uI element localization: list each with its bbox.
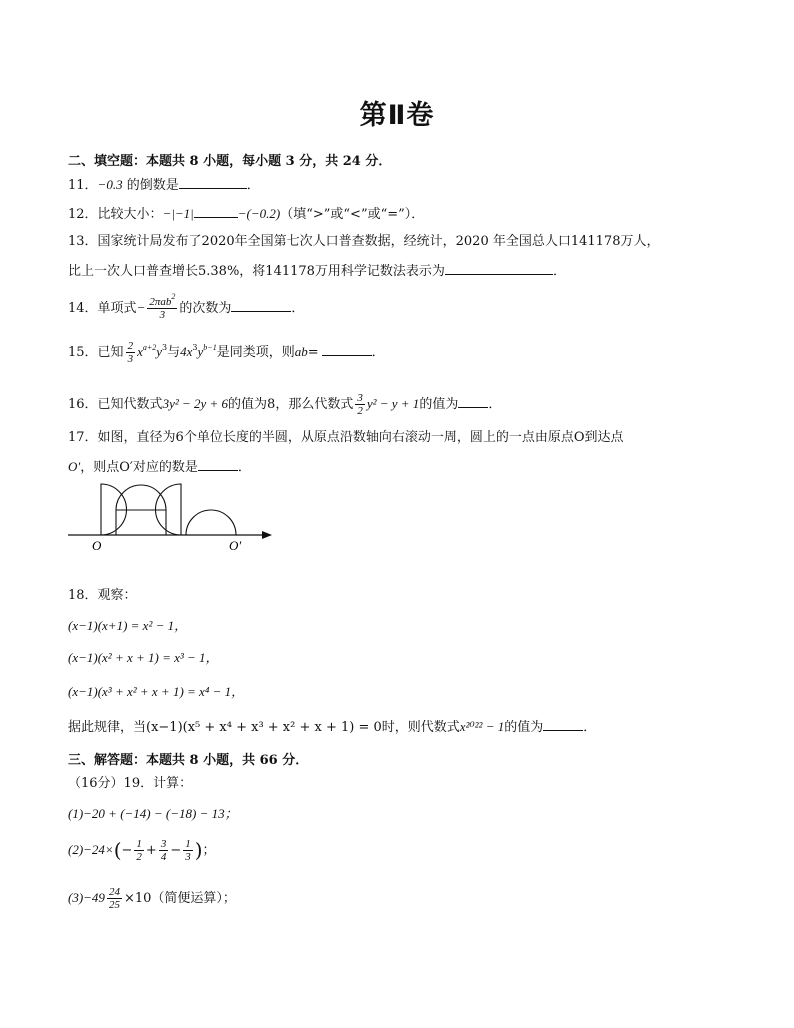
section-3-header: 三、解答题：本题共 8 小题，共 66 分． [68,753,309,768]
q15-exp1: a+2 [142,343,157,352]
q11-lead: −0.3 [97,177,123,192]
q18-answer-blank[interactable] [543,718,583,731]
q13-number: 13． [68,234,98,249]
q15-term4: y [197,344,204,359]
section-2-header: 二、填空题：本题共 8 小题，每小题 3 分，共 24 分． [68,154,392,169]
q14-fraction [147,292,177,321]
q16-number: 16． [68,397,98,412]
q19-f1-num: 1 [136,838,142,850]
page-title: 第Ⅱ卷 [359,100,435,131]
q18-text: 观察： [97,588,137,603]
q16-frac-den: 2 [357,405,363,417]
q12-hint: （填“>”或“<”或“=”）． [280,207,425,222]
question-17-line1 [68,430,623,446]
q17-end: ． [237,460,251,475]
q18-conclusion-c: 的值为 [504,720,544,735]
q15-tail: 是同类项，则 [216,345,295,360]
q15-term1: x [137,344,143,359]
q19-p3-den: 25 [108,899,120,911]
q18-conclusion-a: 据此规律，当(x−1)(x⁵ + x⁴ + x³ + x² + x + 1) = 0时，则代数式 [68,720,460,735]
q14-number: 14． [68,301,98,316]
q11-text: 的倒数是 [122,178,179,193]
q18-conclusion-b: x²⁰²² − 1 [459,719,505,734]
q16-fraction [355,392,365,417]
q16-end: ． [488,397,502,412]
q13-line2: 比上一次人口普查增长5.38%，将141178万用科学记数法表示为 [68,264,445,279]
q15-term2: y [156,344,163,359]
q14-text: 单项式 [97,301,137,316]
q15-term3: 4x [180,344,193,359]
question-16 [68,392,501,417]
question-11 [68,176,260,194]
q12-rhs: −(−0.2) [237,206,281,221]
question-15 [68,340,385,365]
q15-end: ． [371,345,385,360]
q19-p2-fraction-1 [134,838,144,863]
q19-p2-fraction-2 [159,838,169,863]
q19-part-1: (1)−20 + (−14) − (−18) − 13； [68,806,238,821]
q19-p3-fraction [107,886,122,911]
q18-end: ． [583,720,597,735]
q16-frac-num: 3 [357,392,363,404]
question-13-line2 [68,262,566,280]
q14-sign: − [136,300,146,315]
q15-frac-num: 2 [127,340,134,352]
q19-p2-fraction-3 [183,838,193,863]
q16-mid: 的值为8，那么代数式 [228,397,354,412]
q17-number: 17． [68,430,98,445]
q14-tail: 的次数为 [179,301,232,316]
q15-answer-blank[interactable] [322,343,372,356]
q19-p3-prefix: (3)−49 [68,890,105,905]
q15-text: 已知 [97,345,124,360]
q16-tail: 的值为 [419,397,459,412]
q12-lhs: −|−1| [162,206,194,221]
q14-end: ． [291,301,305,316]
q18-number: 18． [68,588,98,603]
q11-answer-blank[interactable] [179,176,247,189]
q16-answer-blank[interactable] [458,395,488,408]
q18-equation-3: (x−1)(x³ + x² + x + 1) = x⁴ − 1， [68,684,245,699]
q17-answer-blank[interactable] [198,458,238,471]
q18-equation-1: (x−1)(x+1) = x² − 1， [68,618,188,633]
q19-f3-num: 1 [185,838,191,850]
q19-f1-den: 2 [136,851,142,863]
q17-point-label: O′ [68,459,81,474]
q15-exp3: 3 [192,343,198,352]
question-12 [68,205,424,223]
q15-exp2: 3 [162,343,168,352]
q19-part-2: (2)−24×(− $\frac{1}{2}$ + $\frac{3}{4}$ − $\frac{1}{3}$ )； [68,838,216,863]
q16-expr: 3y² − 2y + 6 [162,396,229,411]
q17-line1: 如图，直径为6个单位长度的半圆，从原点沿数轴向右滚动一周，圆上的一点由原点O到达点 [97,430,624,445]
q18-equation-2: (x−1)(x² + x + 1) = x³ − 1， [68,650,219,665]
q19-f2-num: 3 [160,838,167,850]
q11-end: ． [246,178,260,193]
q16-expr2: y² − y + 1 [366,396,420,411]
q12-text: 比较大小： [97,207,163,222]
q17-rolling-semicircle-figure [60,478,280,552]
q19-p3-suffix: ×10（简便运算）； [123,891,236,906]
axis-arrow [262,531,272,539]
q19-f3-den: 3 [185,851,191,863]
q14-denominator: 3 [159,309,166,321]
q15-frac-den: 3 [127,353,134,365]
q13-line1: 国家统计局发布了2020年全国第七次人口普查数据，经统计，2020 年全国总人口141178万人， [97,234,660,249]
q13-end: ． [552,264,566,279]
q15-eq: = [307,345,319,360]
q18-conclusion [68,718,596,736]
q14-numerator: 2πab [149,296,172,308]
q19-f2-den: 4 [160,851,167,863]
q12-answer-blank[interactable] [194,205,238,218]
q15-exp4: b−1 [203,343,217,352]
question-13-line1 [68,234,659,250]
q15-fraction [126,340,136,365]
question-17-line2 [68,458,251,476]
end-point-label: O′ [229,538,242,552]
q12-number: 12． [68,207,98,222]
q17-line2: ，则点O′对应的数是 [80,460,198,475]
question-14 [68,292,305,321]
semicircle-end [186,510,236,535]
q15-number: 15． [68,345,98,360]
q19-part-3 [68,886,236,911]
q19-p2-end: ； [202,843,216,858]
origin-label: O [92,538,102,552]
q14-exponent: 2 [171,292,176,301]
q14-answer-blank[interactable] [231,299,291,312]
q19-p2-prefix: (2)−24× [68,842,114,857]
q16-text: 已知代数式 [97,397,163,412]
q19-p3-num: 24 [108,886,120,898]
question-18 [68,588,137,604]
q15-var: ab [294,344,308,359]
q15-mid: 与 [167,345,181,360]
question-19-lead: （16分）19．计算： [68,776,193,791]
q11-number: 11． [68,178,98,193]
q13-answer-blank[interactable] [445,262,553,275]
